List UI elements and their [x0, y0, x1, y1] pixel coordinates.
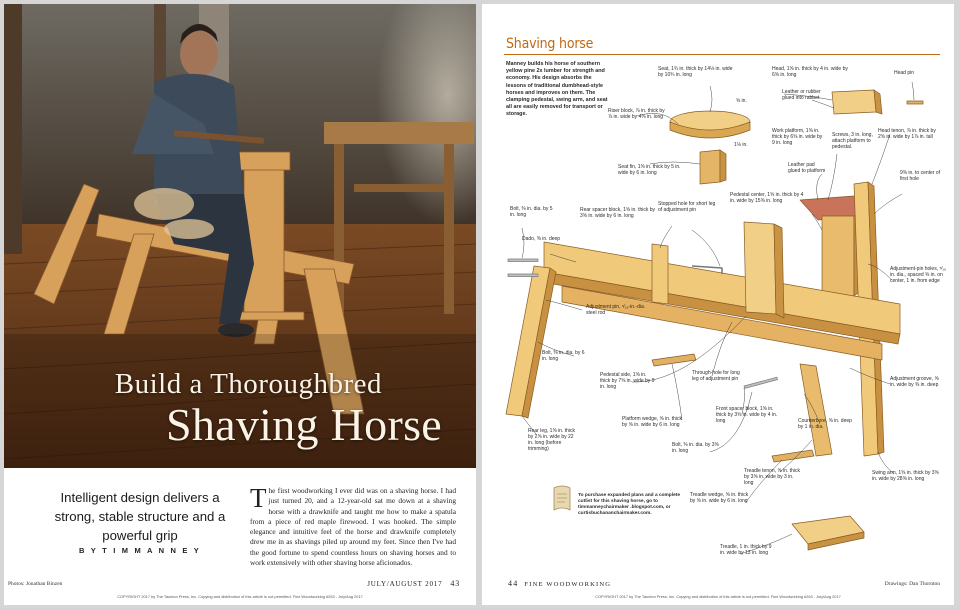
copyright-right: COPYRIGHT 2017 by The Taunton Press, Inc. Copying and distribution of this article is not permitted. Fine Woodworking #263 - July/Aug 2017	[595, 594, 841, 599]
workshop-photo	[4, 4, 476, 468]
right-page	[482, 4, 954, 605]
label-treadle: Treadle, 1 in. thick by 9 in. wide by 13 in. long	[720, 544, 772, 556]
label-dim-5-8: ⅝ in.	[736, 98, 747, 104]
label-rear-leg: Rear leg, 1⅝ in. thick by 2⅝ in. wide by 22 in. long (before trimming)	[528, 428, 575, 452]
label-head-tenon: Head tenon, ⅞ in. thick by 2⅝ in. wide by 1⅞ in. tall	[878, 128, 936, 140]
article-headline	[4, 368, 476, 449]
label-stopped-hole: Stopped hole for short leg of adjustment pin	[658, 201, 716, 213]
label-bolt-6: Bolt, ⅜ in. dia. by 6 in. long	[542, 350, 585, 362]
headline-line-2: Shaving Horse	[165, 399, 442, 450]
head-pin-part	[907, 101, 923, 104]
diagram-intro: Manney builds his horse of southern yellow pine 2x lumber for strength and economy. His design absorbs the lessons of traditional dumbhead-style horses and improves on them. The clamping pedestal, swing arm, and seat all are easily removed for transport or storage.	[506, 61, 608, 118]
photo-credit: Photos: Jonathan Binzen	[8, 581, 63, 587]
label-dado: Dado, ⅜ in. deep	[522, 236, 561, 242]
plans-callout: To purchase expanded plans and a complete cutlist for this shaving horse, go to timmanneychairmaker .blogspot.com, or curtisbuchananchairmaker.com.	[578, 493, 681, 516]
plans-scroll-icon	[550, 484, 574, 514]
seat-fin-part	[700, 150, 720, 184]
label-seat: Seat, 1¾ in. thick by 14⅛ in. wide by 10¾ in. long	[658, 66, 733, 78]
pedestal-part	[822, 216, 854, 296]
label-screws: Screws, 3 in. long, attach platform to pedestal.	[832, 132, 873, 150]
label-platform-wedge: Platform wedge, ⅝ in. thick by ⅝ in. wide by 6 in. long	[622, 416, 683, 428]
article-body	[250, 483, 456, 568]
article-deck: Intelligent design delivers a strong, stable structure and a powerful grip	[54, 490, 226, 543]
label-treadle-tenon: Treadle tenon, ⅝ in. thick by 3⅝ in. wide by 3 in. long	[744, 468, 800, 486]
bolt-part	[744, 377, 777, 388]
right-folio	[508, 579, 611, 588]
label-front-spacer: Front spacer block, 1⅝ in. thick by 3⅝ in. wide by 4 in. long	[716, 406, 778, 424]
label-dim-1-1-8: 1⅛ in.	[734, 142, 748, 148]
diagram-title: Shaving horse	[506, 36, 594, 52]
issue-date: JULY/AUGUST 2017	[367, 580, 443, 588]
byline: B Y T I M M A N N E Y	[79, 546, 201, 555]
drop-cap: T	[250, 483, 267, 513]
label-bolt-5: Bolt, ⅜ in. dia. by 5 in. long	[510, 206, 553, 218]
upright-part	[652, 244, 668, 304]
label-seat-fin: Seat fin, 1⅝ in. thick by 5 in. wide by 6 in. long	[618, 164, 681, 176]
label-adjustment-pin: Adjustment pin, ⁵⁄₁₆-in.-dia. steel rod	[586, 304, 646, 316]
pedestal-side-part	[744, 222, 776, 314]
drawing-credit: Drawings: Dan Thornton	[884, 581, 940, 587]
magazine-name: FINE WOODWORKING	[524, 581, 612, 588]
label-swing-arm: Swing arm, 1⅝ in. thick by 3⅝ in. wide by 28⅝ in. long	[872, 470, 939, 482]
page-number-right: 44	[508, 579, 519, 588]
label-adjustment-pin-holes: Adjustment-pin holes, ⁵⁄₁₆ in. dia., spaced ⅝ in. on center, 1 in. from edge	[890, 266, 947, 284]
label-adjustment-groove: Adjustment groove, ⅝ in. wide by ⅜ in. deep	[890, 376, 939, 388]
label-head: Head, 1⅝ in. thick by 4 in. wide by 6⅝ in. long	[772, 66, 848, 78]
label-work-platform: Work platform, 1⅝ in. thick by 6⅝ in. wide by 9 in. long	[772, 128, 823, 146]
label-first-hole: 9⅜ in. to center of first hole	[900, 170, 941, 182]
label-leather-pad: Leather pad glued to platform	[788, 162, 826, 174]
exploded-diagram	[482, 4, 954, 605]
headline-line-1: Build a Thoroughbred	[114, 368, 382, 400]
label-riser-block: Riser block, ⅞ in. thick by ⅞ in. wide by 4⅝ in. long	[608, 108, 665, 120]
label-bolt-3-5-8: Bolt, ⅜ in. dia. by 3⅝ in. long	[672, 442, 719, 454]
left-page	[4, 4, 476, 605]
label-pedestal-center: Pedestal center, 1⅝ in. thick by 4 in. wide by 15⅝ in. long	[730, 192, 804, 204]
label-leather-rabbet: Leather or rubber glued into rabbet	[782, 89, 821, 101]
head-part	[832, 90, 876, 114]
front-leg-part	[800, 364, 832, 456]
label-rear-spacer: Rear spacer block, 1⅝ in. thick by 3⅝ in. wide by 6 in. long	[580, 207, 656, 219]
label-counterbore: Counterbore, ⅝ in. deep by 1 in. dia.	[798, 418, 852, 430]
bolt-part	[508, 274, 538, 277]
label-pedestal-side: Pedestal side, 1⅝ in. thick by 7⅝ in. wide by 9 in. long	[600, 372, 655, 390]
label-through-hole: Through-hole for long leg of adjustment pin	[692, 370, 740, 382]
copyright-left: COPYRIGHT 2017 by The Taunton Press, Inc. Copying and distribution of this article is not permitted. Fine Woodworking #263 - July/Aug 2017	[117, 594, 363, 599]
bolt-part	[508, 259, 538, 262]
page-number-left: 43	[450, 579, 460, 588]
label-treadle-wedge: Treadle wedge, ⅝ in. thick by ⅝ in. wide by 6 in. long	[690, 492, 749, 504]
body-text: he first woodworking I ever did was on a shaving horse. I had just turned 20, and a 12-year-old sat me down at a shaving horse with a drawknife and taught me how to make a spatula from a piece of red maple firewood. I was hooked. The simple elegance and intuitive feel of the horse and drawknife completely drew me in as shavings piled up around my feet. Since then I've had the good fortune to spend countless hours on shaving horses and to work extensively with other shaving horse aficionados.	[250, 486, 456, 568]
left-folio	[367, 579, 460, 588]
label-head-pin: Head pin	[894, 70, 915, 76]
